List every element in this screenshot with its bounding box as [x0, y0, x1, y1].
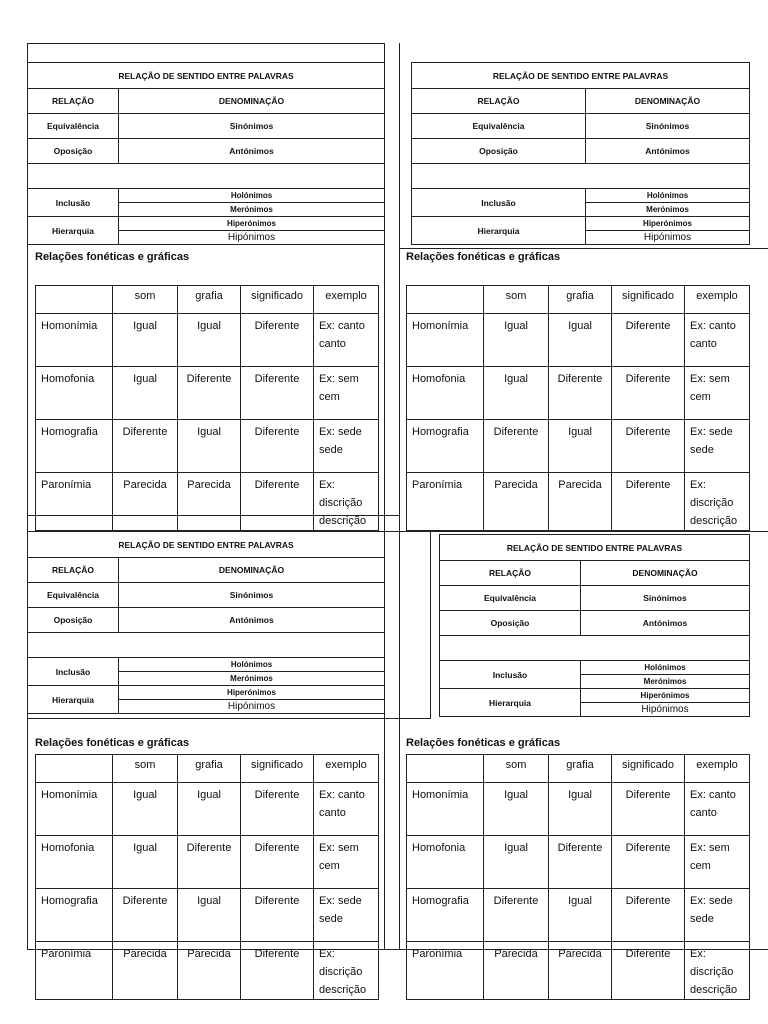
header-exemplo: exemplo — [314, 286, 379, 314]
label-hierarquia: Hierarquia — [440, 689, 581, 717]
cell-exemplo: Ex: canto canto — [685, 783, 750, 836]
cell-som: Parecida — [113, 473, 178, 531]
cell-significado: Diferente — [612, 367, 685, 420]
cell-exemplo: Ex: discrição descrição — [314, 942, 379, 1000]
row-label-homografia: Homografia — [36, 889, 113, 942]
value-hiponimos: Hipónimos — [586, 231, 750, 245]
header-exemplo: exemplo — [314, 755, 379, 783]
row-label-paronimia: Paronímia — [407, 473, 484, 531]
relation-table-bottom-left — [27, 531, 385, 714]
value-meronimos: Merónimos — [119, 203, 385, 217]
corner-cell — [36, 755, 113, 783]
cell-significado: Diferente — [241, 367, 314, 420]
header-exemplo: exemplo — [685, 286, 750, 314]
header-som: som — [113, 286, 178, 314]
value-holonimos: Holónimos — [581, 661, 750, 675]
value-holonimos: Holónimos — [119, 658, 385, 672]
cell-som: Parecida — [484, 942, 549, 1000]
relation-table-top-right — [411, 62, 750, 245]
value-sinonimos: Sinónimos — [581, 586, 750, 611]
cell-significado: Diferente — [612, 473, 685, 531]
cell-exemplo: Ex: discrição descrição — [314, 473, 379, 531]
cell-som: Igual — [484, 367, 549, 420]
row-label-homofonia: Homofonia — [36, 836, 113, 889]
corner-cell — [407, 286, 484, 314]
value-meronimos: Merónimos — [586, 203, 750, 217]
value-hiponimos: Hipónimos — [581, 703, 750, 717]
bottom-left-table-end — [27, 718, 431, 719]
cell-som: Igual — [113, 783, 178, 836]
header-relacao: RELAÇÃO — [28, 89, 119, 114]
cell-som: Igual — [113, 314, 178, 367]
cell-grafia: Igual — [178, 420, 241, 473]
phonetic-table-bottom-right — [406, 754, 750, 1000]
row-label-paronimia: Paronímia — [36, 473, 113, 531]
row-label-paronimia: Paronímia — [36, 942, 113, 1000]
top-border-line — [27, 43, 384, 44]
blank-row — [412, 164, 750, 189]
header-relacao: RELAÇÃO — [412, 89, 586, 114]
cell-grafia: Diferente — [178, 836, 241, 889]
label-equivalencia: Equivalência — [412, 114, 586, 139]
cell-significado: Diferente — [241, 889, 314, 942]
phonetic-table-bottom-left — [35, 754, 379, 1000]
cell-exemplo: Ex: sem cem — [314, 367, 379, 420]
section-heading-bottom-right: Relações fonéticas e gráficas — [406, 737, 561, 749]
cell-grafia: Diferente — [549, 836, 612, 889]
section-heading-top-left: Relações fonéticas e gráficas — [35, 251, 190, 263]
row-label-homografia: Homografia — [36, 420, 113, 473]
relation-table-title: RELAÇÃO DE SENTIDO ENTRE PALAVRAS — [28, 532, 385, 558]
cell-exemplo: Ex: sem cem — [685, 836, 750, 889]
value-sinonimos: Sinónimos — [119, 114, 385, 139]
phonetic-table-top-right — [406, 285, 750, 531]
header-denominacao: DENOMINAÇÃO — [581, 561, 750, 586]
header-denominacao: DENOMINAÇÃO — [119, 558, 385, 583]
value-sinonimos: Sinónimos — [586, 114, 750, 139]
cell-grafia: Diferente — [178, 367, 241, 420]
cell-significado: Diferente — [612, 836, 685, 889]
header-grafia: grafia — [178, 286, 241, 314]
cell-exemplo: Ex: sede sede — [314, 889, 379, 942]
cell-grafia: Igual — [178, 889, 241, 942]
cell-grafia: Igual — [549, 314, 612, 367]
cell-som: Diferente — [113, 889, 178, 942]
cell-som: Igual — [113, 367, 178, 420]
cell-significado: Diferente — [612, 420, 685, 473]
cell-significado: Diferente — [241, 420, 314, 473]
label-oposicao: Oposição — [440, 611, 581, 636]
cell-exemplo: Ex: discrição descrição — [685, 942, 750, 1000]
right-upper-bottom-line — [399, 248, 768, 249]
value-holonimos: Holónimos — [586, 189, 750, 203]
blank-row — [28, 164, 385, 189]
cell-grafia: Igual — [549, 420, 612, 473]
cell-significado: Diferente — [241, 836, 314, 889]
header-significado: significado — [241, 286, 314, 314]
cell-som: Parecida — [113, 942, 178, 1000]
header-relacao: RELAÇÃO — [28, 558, 119, 583]
cell-exemplo: Ex: canto canto — [314, 314, 379, 367]
relation-table-title: RELAÇÃO DE SENTIDO ENTRE PALAVRAS — [440, 535, 750, 561]
relation-table-title: RELAÇÃO DE SENTIDO ENTRE PALAVRAS — [412, 63, 750, 89]
cell-grafia: Igual — [178, 314, 241, 367]
value-hiperonimos: Hiperónimos — [586, 217, 750, 231]
value-hiperonimos: Hiperónimos — [119, 217, 385, 231]
header-som: som — [484, 286, 549, 314]
value-meronimos: Merónimos — [581, 675, 750, 689]
cell-som: Parecida — [484, 473, 549, 531]
row-label-homonimia: Homonímia — [407, 314, 484, 367]
bottom-extra-column-line — [430, 531, 431, 718]
cell-som: Igual — [113, 836, 178, 889]
header-som: som — [113, 755, 178, 783]
header-denominacao: DENOMINAÇÃO — [586, 89, 750, 114]
row-label-homonimia: Homonímia — [36, 783, 113, 836]
value-hiperonimos: Hiperónimos — [119, 686, 385, 700]
cell-grafia: Igual — [549, 783, 612, 836]
value-antonimos: Antónimos — [119, 608, 385, 633]
section-heading-top-right: Relações fonéticas e gráficas — [406, 251, 561, 263]
relation-table-title: RELAÇÃO DE SENTIDO ENTRE PALAVRAS — [28, 63, 385, 89]
relation-table-bottom-right — [439, 534, 750, 717]
label-hierarquia: Hierarquia — [412, 217, 586, 245]
label-inclusao: Inclusão — [412, 189, 586, 217]
header-relacao: RELAÇÃO — [440, 561, 581, 586]
row-label-homofonia: Homofonia — [36, 367, 113, 420]
cell-exemplo: Ex: canto canto — [314, 783, 379, 836]
header-grafia: grafia — [549, 755, 612, 783]
cell-exemplo: Ex: sede sede — [685, 889, 750, 942]
cell-exemplo: Ex: canto canto — [685, 314, 750, 367]
cell-exemplo: Ex: sem cem — [314, 836, 379, 889]
cell-som: Diferente — [113, 420, 178, 473]
label-equivalencia: Equivalência — [28, 114, 119, 139]
header-significado: significado — [241, 755, 314, 783]
cell-som: Igual — [484, 783, 549, 836]
value-sinonimos: Sinónimos — [119, 583, 385, 608]
header-significado: significado — [612, 755, 685, 783]
label-inclusao: Inclusão — [28, 189, 119, 217]
cell-grafia: Diferente — [549, 367, 612, 420]
cell-grafia: Parecida — [178, 473, 241, 531]
header-grafia: grafia — [178, 755, 241, 783]
cell-significado: Diferente — [241, 473, 314, 531]
corner-cell — [36, 286, 113, 314]
blank-row — [28, 633, 385, 658]
cell-grafia: Parecida — [549, 942, 612, 1000]
cell-som: Igual — [484, 836, 549, 889]
cell-som: Diferente — [484, 889, 549, 942]
cell-significado: Diferente — [241, 783, 314, 836]
label-equivalencia: Equivalência — [440, 586, 581, 611]
label-hierarquia: Hierarquia — [28, 686, 119, 714]
label-inclusao: Inclusão — [28, 658, 119, 686]
cell-grafia: Igual — [549, 889, 612, 942]
row-label-homografia: Homografia — [407, 420, 484, 473]
cell-significado: Diferente — [612, 314, 685, 367]
row-label-homografia: Homografia — [407, 889, 484, 942]
header-grafia: grafia — [549, 286, 612, 314]
cell-som: Diferente — [484, 420, 549, 473]
value-hiponimos: Hipónimos — [119, 231, 385, 245]
cell-significado: Diferente — [612, 889, 685, 942]
header-denominacao: DENOMINAÇÃO — [119, 89, 385, 114]
cell-significado: Diferente — [612, 942, 685, 1000]
value-meronimos: Merónimos — [119, 672, 385, 686]
cell-significado: Diferente — [241, 942, 314, 1000]
relation-table-top-left — [27, 62, 385, 245]
cell-significado: Diferente — [612, 783, 685, 836]
phonetic-table-top-left — [35, 285, 379, 531]
value-antonimos: Antónimos — [581, 611, 750, 636]
cell-som: Igual — [484, 314, 549, 367]
row-label-homonimia: Homonímia — [407, 783, 484, 836]
label-inclusao: Inclusão — [440, 661, 581, 689]
value-holonimos: Holónimos — [119, 189, 385, 203]
blank-row — [440, 636, 750, 661]
cell-grafia: Parecida — [178, 942, 241, 1000]
label-oposicao: Oposição — [28, 608, 119, 633]
value-hiponimos: Hipónimos — [119, 700, 385, 714]
cell-exemplo: Ex: discrição descrição — [685, 473, 750, 531]
row-label-homofonia: Homofonia — [407, 367, 484, 420]
cell-exemplo: Ex: sede sede — [314, 420, 379, 473]
label-oposicao: Oposição — [412, 139, 586, 164]
row-label-paronimia: Paronímia — [407, 942, 484, 1000]
value-antonimos: Antónimos — [119, 139, 385, 164]
section-heading-bottom-left: Relações fonéticas e gráficas — [35, 737, 190, 749]
header-som: som — [484, 755, 549, 783]
row-label-homofonia: Homofonia — [407, 836, 484, 889]
cell-grafia: Parecida — [549, 473, 612, 531]
cell-significado: Diferente — [241, 314, 314, 367]
corner-cell — [407, 755, 484, 783]
value-hiperonimos: Hiperónimos — [581, 689, 750, 703]
cell-grafia: Igual — [178, 783, 241, 836]
cell-exemplo: Ex: sede sede — [685, 420, 750, 473]
label-equivalencia: Equivalência — [28, 583, 119, 608]
value-antonimos: Antónimos — [586, 139, 750, 164]
label-oposicao: Oposição — [28, 139, 119, 164]
header-exemplo: exemplo — [685, 755, 750, 783]
row-label-homonimia: Homonímia — [36, 314, 113, 367]
center-divider-right — [399, 43, 400, 949]
header-significado: significado — [612, 286, 685, 314]
cell-exemplo: Ex: sem cem — [685, 367, 750, 420]
label-hierarquia: Hierarquia — [28, 217, 119, 245]
